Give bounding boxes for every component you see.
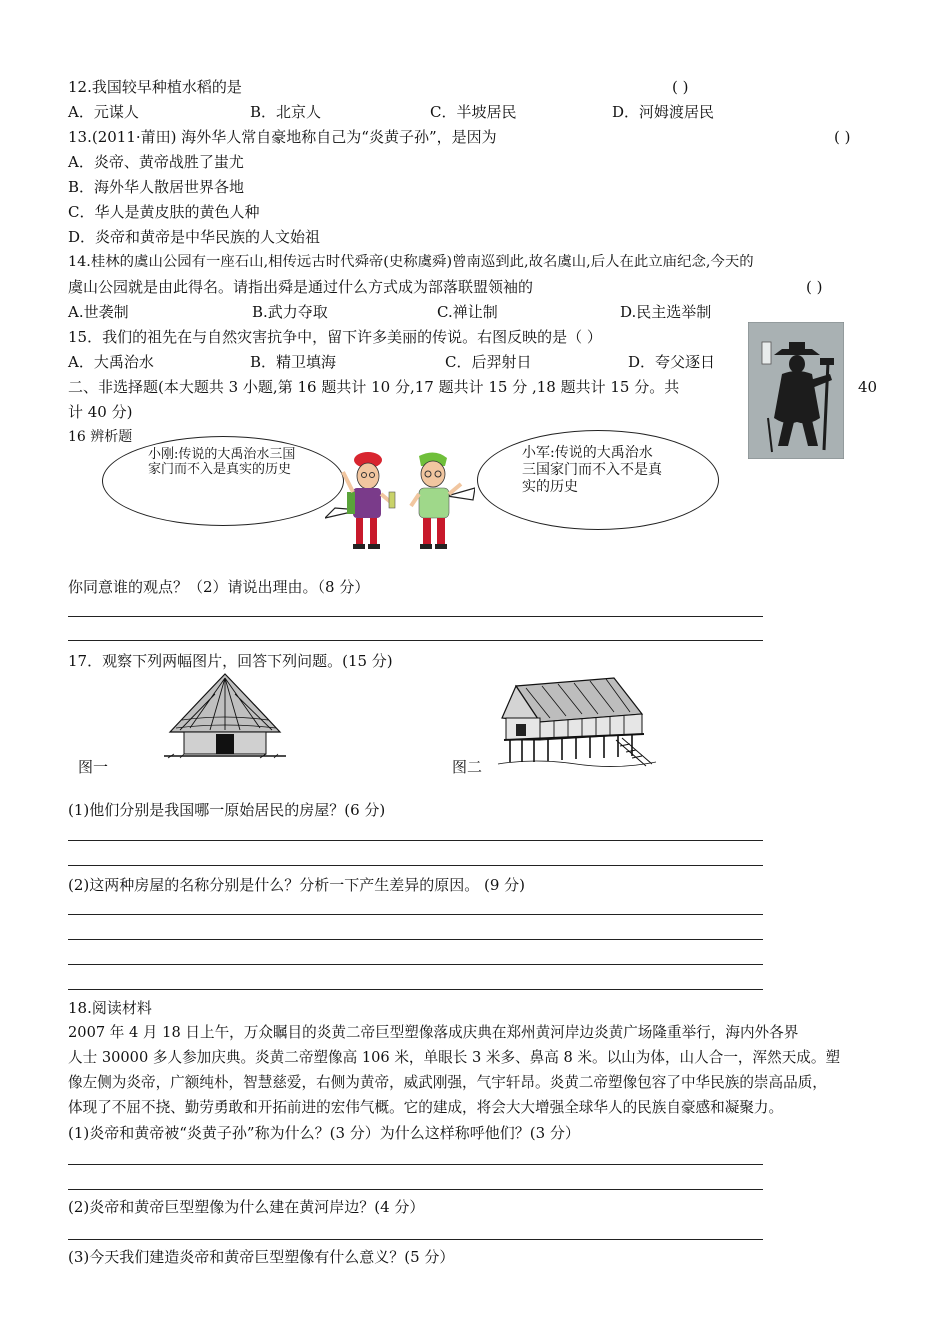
q13-option-a[interactable]: A．炎帝、黄帝战胜了蚩尤 <box>68 153 244 171</box>
dayu-illustration <box>748 322 844 459</box>
q13-answer-paren[interactable]: ( ) <box>834 128 851 146</box>
q12-stem: 12.我国较早种植水稻的是 <box>68 78 242 96</box>
q18-sub2-answer-line[interactable] <box>68 1239 763 1240</box>
q17-sub2-answer-line-3[interactable] <box>68 964 763 965</box>
stilt-house-illustration <box>496 674 658 770</box>
q17-sub2-answer-line-4[interactable] <box>68 989 763 990</box>
q12-option-d[interactable]: D．河姆渡居民 <box>612 103 715 121</box>
q18-material-line-4: 体现了不屈不挠、勤劳勇敢和开拓前进的宏伟气概。它的建成，将会大大增强全球华人的民族自豪感和凝聚力。 <box>68 1099 784 1116</box>
q15-option-d[interactable]: D．夸父逐日 <box>628 353 716 371</box>
q13-option-d[interactable]: D．炎帝和黄帝是中华民族的人文始祖 <box>68 228 321 246</box>
q14-option-c[interactable]: C.禅让制 <box>437 303 498 321</box>
q17-sub2-answer-line-1[interactable] <box>68 914 763 915</box>
q13-option-b[interactable]: B．海外华人散居世界各地 <box>68 178 245 196</box>
fig1-label: 图一 <box>78 758 109 776</box>
q16-answer-line-2[interactable] <box>68 640 763 641</box>
section2-heading-line2: 计 40 分) <box>68 403 133 421</box>
q14-stem-line1: 14.桂林的虞山公园有一座石山,相传远古时代舜帝(史称虞舜)曾南巡到此,故名虞山,后人在此立庙纪念,今天的 <box>68 254 754 270</box>
q18-material-line-1: 2007 年 4 月 18 日上午，万众瞩目的炎黄二帝巨型塑像落成庆典在郑州黄河岸边炎黄广场隆重举行，海内外各界 <box>68 1024 799 1041</box>
q14-option-a[interactable]: A.世袭制 <box>68 303 129 321</box>
section2-heading-line1: 二、非选择题(本大题共 3 小题,第 16 题共计 10 分,17 题共计 15 分 ,18 题共计 15 分。共 <box>68 378 680 396</box>
right-bubble-text: 小军:传说的大禹治水三国家门而不入不是真实的历史 <box>522 445 662 495</box>
q14-option-d[interactable]: D.民主选举制 <box>620 303 712 321</box>
q15-option-c[interactable]: C．后羿射日 <box>445 353 532 371</box>
fig2-label: 图二 <box>452 758 483 776</box>
cartoon-debaters-illustration <box>325 448 475 553</box>
q17-sub2: (2)这两种房屋的名称分别是什么？分析一下产生差异的原因。 (9 分) <box>68 876 526 894</box>
q18-sub3: (3)今天我们建造炎帝和黄帝巨型塑像有什么意义？(5 分） <box>68 1248 455 1266</box>
q13-option-c[interactable]: C．华人是黄皮肤的黄色人种 <box>68 203 260 221</box>
q12-option-b[interactable]: B．北京人 <box>250 103 322 121</box>
q17-title: 17．观察下列两幅图片，回答下列问题。(15 分) <box>68 652 393 670</box>
thatched-hut-illustration <box>160 670 290 762</box>
q18-sub2: (2)炎帝和黄帝巨型塑像为什么建在黄河岸边？(4 分） <box>68 1198 425 1216</box>
q12-option-a[interactable]: A．元谋人 <box>68 103 139 121</box>
q14-option-b[interactable]: B.武力夺取 <box>252 303 328 321</box>
q12-answer-paren[interactable]: ( ) <box>672 78 689 96</box>
q15-option-a[interactable]: A．大禹治水 <box>68 353 154 371</box>
q16-question: 你同意谁的观点？（2）请说出理由。（8 分） <box>68 578 370 596</box>
q18-material-line-3: 像左侧为炎帝，广额纯朴，智慧慈爱，右侧为黄帝，威武刚强，气宇轩昂。炎黄二帝塑像包容了中华民族的崇高品质， <box>68 1074 827 1091</box>
left-speech-bubble <box>102 436 344 526</box>
right-speech-bubble <box>477 430 719 530</box>
q17-sub1-answer-line-2[interactable] <box>68 865 763 866</box>
q17-sub2-answer-line-2[interactable] <box>68 939 763 940</box>
q18-material-line-2: 人士 30000 多人参加庆典。炎黄二帝塑像高 106 米，单眼长 3 米多、鼻高 8 米。以山为体，山人合一，浑然天成。塑 <box>68 1049 841 1066</box>
q16-title: 16 辨析题 <box>68 429 133 445</box>
q15-stem: 15．我们的祖先在与自然灾害抗争中，留下许多美丽的传说。右图反映的是（ ） <box>68 328 602 346</box>
q18-sub1-answer-line-1[interactable] <box>68 1164 763 1165</box>
q18-sub1: (1)炎帝和黄帝被“炎黄子孙”称为什么？(3 分）为什么这样称呼他们？(3 分） <box>68 1124 580 1142</box>
q15-option-b[interactable]: B．精卫填海 <box>250 353 337 371</box>
q14-stem-line2: 虞山公园就是由此得名。请指出舜是通过什么方式成为部落联盟领袖的 <box>68 278 534 296</box>
section2-total-score: 40 <box>858 378 878 396</box>
q17-sub1-answer-line-1[interactable] <box>68 840 763 841</box>
q12-option-c[interactable]: C．半坡居民 <box>430 103 517 121</box>
q14-answer-paren[interactable]: ( ) <box>806 278 823 296</box>
q13-stem: 13.(2011·莆田) 海外华人常自豪地称自己为“炎黄子孙”，是因为 <box>68 128 497 146</box>
q18-sub1-answer-line-2[interactable] <box>68 1189 763 1190</box>
q18-title: 18.阅读材料 <box>68 999 152 1017</box>
q16-answer-line-1[interactable] <box>68 616 763 617</box>
left-bubble-text: 小刚:传说的大禹治水三国家门而不入是真实的历史 <box>148 447 296 477</box>
q17-sub1: (1)他们分别是我国哪一原始居民的房屋？(6 分) <box>68 801 386 819</box>
